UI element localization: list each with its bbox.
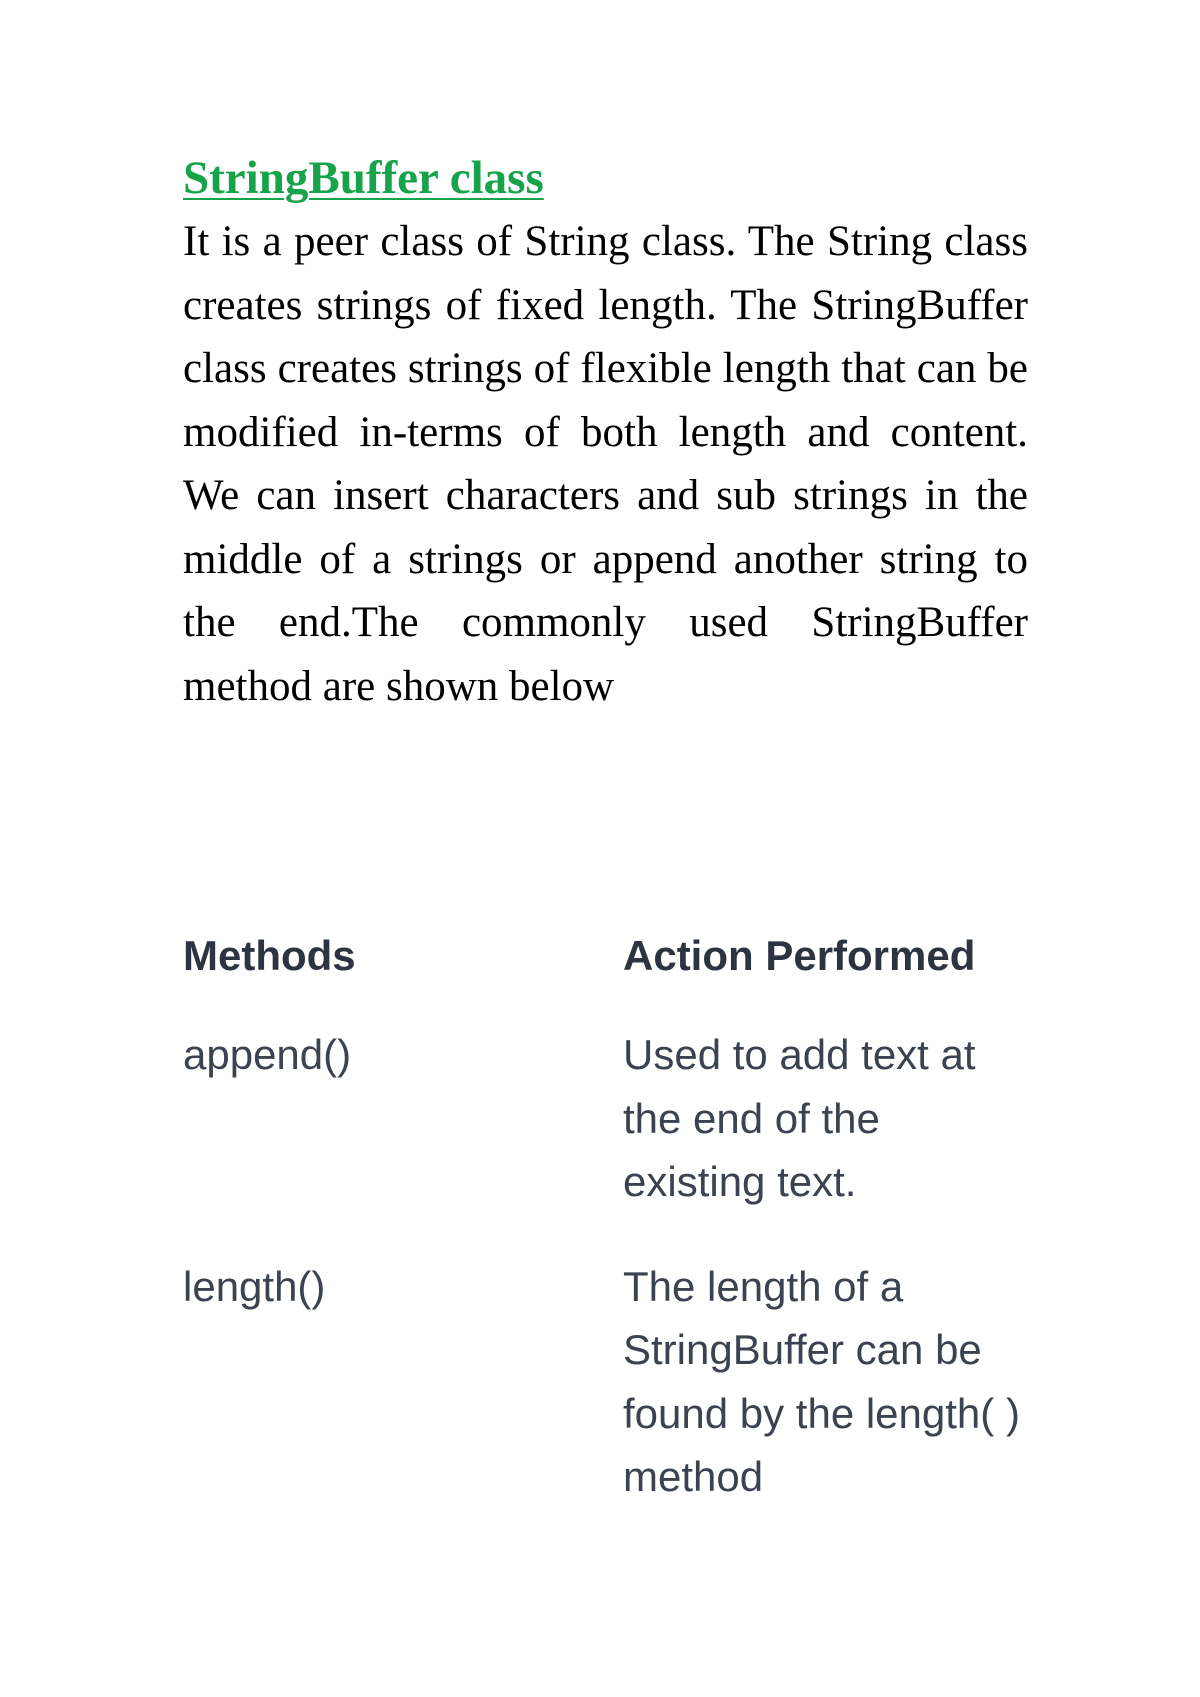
intro-paragraph: It is a peer class of String class. The String class creates strings of fixed length. The StringBuffer class creates strings of flexible length that can be modified in-terms of both length and content. We can insert characters and sub strings in the middle of a strings or append another string to the end.The commonly used StringBuffer method are shown below xyxy=(183,218,1028,710)
method-description: The length of a StringBuffer can be found by the length( ) method xyxy=(623,1262,1020,1500)
method-description: Used to add text at the end of the existing text. xyxy=(623,1031,976,1205)
table-row xyxy=(183,1255,1028,1509)
table-row xyxy=(183,1023,1028,1214)
methods-table xyxy=(183,925,1028,1509)
method-name: length() xyxy=(183,1262,326,1310)
method-name: append() xyxy=(183,1031,352,1078)
header-action-performed: Action Performed xyxy=(623,932,976,979)
document-page xyxy=(183,150,1028,718)
table-header-row xyxy=(183,925,1028,987)
header-methods: Methods xyxy=(183,932,356,979)
page-title: StringBuffer class xyxy=(183,152,544,204)
